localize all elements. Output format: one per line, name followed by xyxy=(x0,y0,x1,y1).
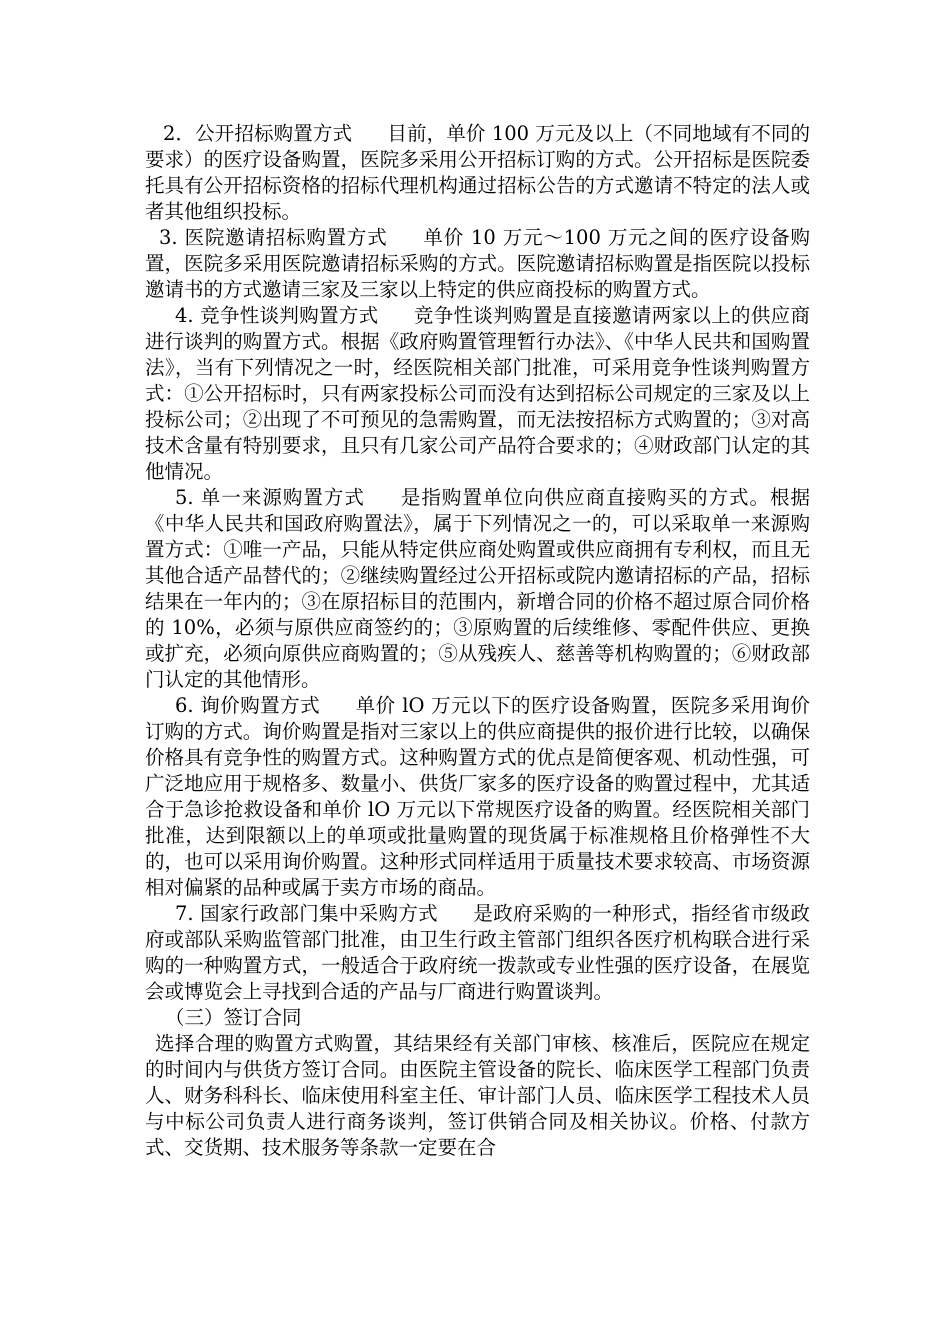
paragraph-invited-tender xyxy=(145,225,810,303)
paragraph-heading: 4. 竞争性谈判购置方式 xyxy=(175,304,379,327)
paragraph-competitive-negotiation xyxy=(145,303,810,485)
paragraph-heading: 7. 国家行政部门集中采购方式 xyxy=(175,902,438,925)
paragraph-single-source xyxy=(145,485,810,693)
paragraph-inquiry-purchase xyxy=(145,693,810,901)
paragraph-text: 选择合理的购置方式购置，其结果经有关部门审核、核准后，医院应在规定的时间内与供货方签订合同。由医院主管设备的院长、临床医学工程部门负责人、财务科科长、临床使用科室主任、审计部门人员、临床医学工程技术人员与中标公司负责人进行商务谈判，签订供销合同及相关协议。价格、付款方式、交货期、技术服务等条款一定要在合 xyxy=(145,1032,810,1159)
paragraph-sign-contract xyxy=(145,1031,810,1161)
paragraph-public-tender xyxy=(145,121,810,225)
paragraph-heading: 6. 询价购置方式 xyxy=(175,694,321,717)
paragraph-centralized-procurement xyxy=(145,901,810,1005)
paragraph-text: 是政府采购的一种形式，指经省市级政府或部队采购监管部门批准，由卫生行政主管部门组织各医疗机构联合进行采购的一种购置方式，一般适合于政府统一拨款或专业性强的医疗设备，在展览会或博览会上寻找到合适的产品与厂商进行购置谈判。 xyxy=(145,902,810,1003)
paragraph-text: 单价 10 万元～100 万元之间的医疗设备购置，医院多采用医院邀请招标采购的方式。医院邀请招标购置是指医院以投标邀请书的方式邀请三家及三家以上特定的供应商投标的购置方式。 xyxy=(145,226,810,301)
paragraph-heading: 5. 单一来源购置方式 xyxy=(175,486,365,509)
paragraph-text: 是指购置单位向供应商直接购买的方式。根据《中华人民共和国政府购置法》，属于下列情况之一的，可以采取单一来源购置方式：①唯一产品，只能从特定供应商处购置或供应商拥有专利权，而且无其他合适产品替代的；②继续购置经过公开招标或院内邀请招标的产品，招标结果在一年内的；③在原招标目的范围内，新增合同的价格不超过原合同价格的 10%，必须与原供应商签约的；③原购置的后续维修、零配件供应、更换或扩充，必须向原供应商购置的；⑤从残疾人、慈善等机构购置的；⑥财政部门认定的其他情形。 xyxy=(145,486,810,691)
paragraph-text: 单价 lO 万元以下的医疗设备购置，医院多采用询价订购的方式。询价购置是指对三家以上的供应商提供的报价进行比较，以确保价格具有竞争性的购置方式。这种购置方式的优点是简便客观、机动性强，可广泛地应用于规格多、数量小、供货厂家多的医疗设备的购置过程中，尤其适合于急诊抢救设备和单价 lO 万元以下常规医疗设备的购置。经医院相关部门批准，达到限额以上的单项或批量购置的现货属于标准规格且价格弹性不大的，也可以采用询价购置。这种形式同样适用于质量技术要求较高、市场资源相对偏紧的品种或属于卖方市场的商品。 xyxy=(145,694,811,899)
document-page xyxy=(145,121,810,1161)
paragraph-heading: 3. 医院邀请招标购置方式 xyxy=(159,226,388,249)
section-heading: （三）签订合同 xyxy=(165,1006,302,1029)
paragraph-text: 竞争性谈判购置是直接邀请两家以上的供应商进行谈判的购置方式。根据《政府购置管理暂行办法》、《中华人民共和国购置法》，当有下列情况之一时，经医院相关部门批准，可采用竞争性谈判购置方式：①公开招标时，只有两家投标公司而没有达到招标公司规定的三家及以上投标公司；②出现了不可预见的急需购置，而无法按招标方式购置的；③对高技术含量有特别要求，且只有几家公司产品符合要求的；④财政部门认定的其他情况。 xyxy=(145,304,810,483)
paragraph-text: 目前，单价 100 万元及以上（不同地域有不同的要求）的医疗设备购置，医院多采用公开招标订购的方式。公开招标是医院委托具有公开招标资格的招标代理机构通过招标公告的方式邀请不特定的法人或者其他组织投标。 xyxy=(145,122,810,223)
paragraph-heading: 2．公开招标购置方式 xyxy=(163,122,353,145)
